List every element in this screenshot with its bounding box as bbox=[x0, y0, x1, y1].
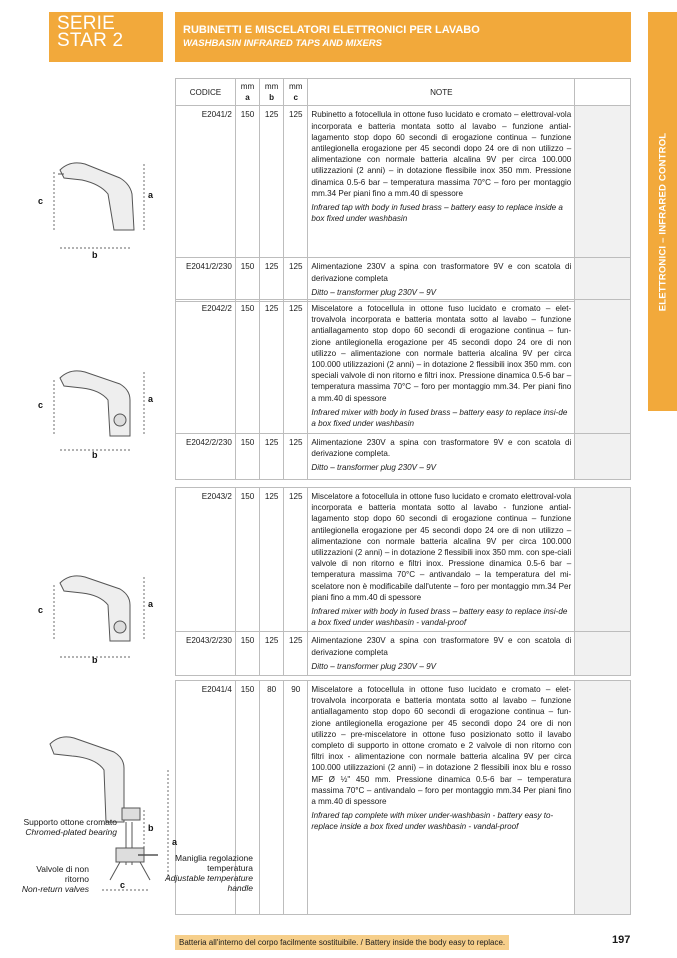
table-row bbox=[176, 300, 631, 434]
dim-label-c: c bbox=[120, 880, 126, 890]
handle-callout bbox=[160, 853, 253, 893]
product-table-1 bbox=[175, 78, 631, 302]
support-label-it: Supporto ottone cromato bbox=[23, 817, 117, 827]
support-label-en: Chromed-plated bearing bbox=[25, 827, 117, 837]
section-header bbox=[175, 12, 631, 62]
product-note bbox=[308, 488, 575, 632]
section-title: RUBINETTI E MISCELATORI ELETTRONICI PER LAVABO bbox=[183, 24, 480, 36]
dim-label-b: b bbox=[92, 655, 98, 665]
product-note bbox=[308, 632, 575, 676]
dim-a-value: 150 bbox=[235, 106, 259, 258]
product-table-2 bbox=[175, 299, 631, 480]
dim-a-value: 150 bbox=[235, 488, 259, 632]
dim-label-a: a bbox=[148, 394, 154, 404]
dim-b-value: 80 bbox=[260, 681, 284, 915]
tap-drawing-e2041-2 bbox=[30, 150, 170, 260]
dim-b-value: 125 bbox=[260, 258, 284, 302]
series-line-2: STAR 2 bbox=[57, 30, 124, 51]
note-italian: Alimentazione 230V a spina con trasformatore 9V e con scatola di derivazione completa. bbox=[311, 438, 572, 459]
header-code: CODICE bbox=[176, 79, 236, 106]
product-table-3 bbox=[175, 487, 631, 676]
product-code: E2043/2 bbox=[176, 488, 236, 632]
dim-a-value: 150 bbox=[235, 300, 259, 434]
product-note bbox=[308, 106, 575, 258]
table-row bbox=[176, 632, 631, 676]
table-row bbox=[176, 106, 631, 258]
dim-label-b: b bbox=[92, 250, 98, 260]
valves-label-en: Non-return valves bbox=[21, 884, 89, 894]
support-callout bbox=[18, 817, 117, 837]
header-c: mm c bbox=[284, 79, 308, 106]
note-english: Ditto – transformer plug 230V – 9V bbox=[311, 463, 436, 473]
dim-c-value: 125 bbox=[284, 258, 308, 302]
note-english: Infrared tap complete with mixer under-washbasin - battery easy to-replace inside a box fixed under washbasin - vandal-proof bbox=[311, 811, 554, 832]
mixer-drawing-e2043-2 bbox=[30, 565, 170, 665]
table-row bbox=[176, 488, 631, 632]
dim-a-value: 150 bbox=[235, 434, 259, 480]
product-code: E2041/2 bbox=[176, 106, 236, 258]
note-english: Infrared mixer with body in fused brass – battery easy to replace insi-de a box fixed under washbasin - vandal-proof bbox=[311, 607, 568, 628]
table-header-row bbox=[176, 79, 631, 106]
dim-a-value: 150 bbox=[235, 681, 259, 915]
handle-label-en: Adjustable temperature handle bbox=[165, 873, 253, 893]
note-english: Infrared mixer with body in fused brass – battery easy to replace insi-de a box fixed under washbasin bbox=[311, 407, 568, 429]
series-badge bbox=[49, 12, 163, 62]
dim-label-c: c bbox=[38, 196, 44, 206]
dim-label-a: a bbox=[148, 599, 154, 609]
note-italian: Miscelatore a fotocellula in ottone fuso lucidato e cromato elettroval-vola incorporata e batteria montata sotto al lavabo - funzione antial-lagamento stop dopo 60 secondi di erogazione continua – funzione antilegionella erogazione per 45 secondi dopo 24 ore di non utilizzo – alimentazione con normale batteria alcalina 9V per circa 100.000 utilizzazioni (2 anni) – in dotazione 2 flessibili inox 350 mm. con spe-ciali valvole di non ritorno e filtri inox. Pressione dinamica 0.5-6 bar – temperatura massima 70°C – antivandalo – la temperatura del mi-scelatore non è modificabile dall'utente – foro per montaggio mm.34 Per piani fino a mm.40 di spessore bbox=[311, 492, 572, 602]
dim-c-value: 125 bbox=[284, 300, 308, 434]
dim-c-value: 125 bbox=[284, 632, 308, 676]
dim-c-value: 125 bbox=[284, 434, 308, 480]
header-note: NOTE bbox=[308, 79, 575, 106]
mixer-drawing-e2042-2 bbox=[30, 360, 170, 460]
dim-label-c: c bbox=[38, 400, 44, 410]
note-italian: Miscelatore a fotocellula in ottone fuso lucidato e cromato – elet-trovalvola incorporata e batteria montata sotto al lavabo – funzione antiallagamento stop dopo 60 secondi di erogazione continua – fun-zione antilegionella erogazione per 45 secondi dopo 24 ore di non utilizzo – alimentazione con normale batteria alcalina 9V per circa 100.000 utilizzazioni (2 anni) – in dotazione 2 flessibili inox 350 mm. con speciali valvole di non ritorno e filtri inox. Pressione dinamica 0.5-6 bar – temperatura massima 70°C – foro per montaggio mm.34. Per piani fino a mm.40 di spessore bbox=[311, 304, 572, 403]
valves-label-it: Valvole di non ritorno bbox=[36, 864, 89, 884]
header-empty bbox=[575, 79, 631, 106]
product-code: E2041/4 bbox=[176, 681, 236, 915]
dim-label-a: a bbox=[148, 190, 154, 200]
dim-a-value: 150 bbox=[235, 632, 259, 676]
dim-c-value: 90 bbox=[284, 681, 308, 915]
note-english: Infrared tap with body in fused brass – battery easy to replace inside a box fixed under washbasin bbox=[311, 203, 563, 224]
header-b: mm b bbox=[260, 79, 284, 106]
note-italian: Alimentazione 230V a spina con trasformatore 9V e con scatola di derivazione completa bbox=[311, 636, 572, 657]
product-note bbox=[308, 434, 575, 480]
section-subtitle: WASHBASIN INFRARED TAPS AND MIXERS bbox=[183, 38, 382, 49]
dim-b-value: 125 bbox=[260, 434, 284, 480]
footer-battery-note: Batteria all'interno del corpo facilmente sostituibile. / Battery inside the body easy to replace. bbox=[175, 935, 509, 950]
dim-b-value: 125 bbox=[260, 632, 284, 676]
series-line-1: SERIE bbox=[57, 13, 116, 34]
note-italian: Rubinetto a fotocellula in ottone fuso lucidato e cromato – elettroval-vola incorporata e batteria montata sotto al lavabo – funzione antial-lagamento stop dopo 60 secondi di erogazione continua – funzione antilegionella erogazione per 45 secondi dopo 24 ore di non utilizzo – alimentazione con normale batteria alcalina 9V per circa 100.000 utilizzazioni (2 anni) – in dotazione flessibile inox 350 mm. Pressione dinamica 0.5-6 bar – temperatura massima 70°C – foro per montaggio mm.34 Per piani fino a mm.40 di spessore bbox=[311, 110, 572, 198]
product-code: E2041/2/230 bbox=[176, 258, 236, 302]
table-row bbox=[176, 258, 631, 302]
page-number: 197 bbox=[612, 934, 631, 946]
product-code: E2042/2/230 bbox=[176, 434, 236, 480]
dim-label-b: b bbox=[92, 450, 98, 460]
note-italian: Miscelatore a fotocellula in ottone fuso lucidato e cromato – elet-trovalvola incorporata e batteria montata sotto al lavabo – funzione antiallagamento stop dopo 60 secondi di erogazione continua – fun-zione antilegionella erogazione per 45 secondi dopo 24 ore di non utilizzo – pre-miscelatore in ottone fuso posizionato sotto il lavabo completo di supporto in ottone cromato e 2 valvole di non ritorno con filtri inox - alimentazione con normale batteria alcalina 9V per circa 100.000 utilizzazioni (2 anni) – in dotazione 2 flessibili inox blu e rosso MF Ø ½" 450 mm. Pressione dinamica 0.5-6 bar – temperatura massima 70°C – antivandalo – foro per montaggio mm.34 Per piani fino a mm.40 di spessore bbox=[311, 685, 572, 807]
note-english: Ditto – transformer plug 230V – 9V bbox=[311, 287, 436, 297]
dim-c-value: 125 bbox=[284, 488, 308, 632]
category-side-tab bbox=[648, 12, 677, 411]
product-note bbox=[308, 258, 575, 302]
dim-label-b: b bbox=[148, 823, 154, 833]
dim-label-a: a bbox=[172, 837, 178, 847]
product-note bbox=[308, 681, 575, 915]
dim-a-value: 150 bbox=[235, 258, 259, 302]
table-row bbox=[176, 434, 631, 480]
note-english: Ditto – transformer plug 230V – 9V bbox=[311, 661, 436, 671]
valves-callout bbox=[18, 864, 89, 894]
product-code: E2043/2/230 bbox=[176, 632, 236, 676]
dim-b-value: 125 bbox=[260, 488, 284, 632]
dim-b-value: 125 bbox=[260, 300, 284, 434]
header-a: mm a bbox=[235, 79, 259, 106]
product-code: E2042/2 bbox=[176, 300, 236, 434]
product-note bbox=[308, 300, 575, 434]
dim-c-value: 125 bbox=[284, 106, 308, 258]
dim-label-c: c bbox=[38, 605, 44, 615]
category-side-tab-label: ELETTRONICI – INFRARED CONTROL bbox=[657, 132, 668, 312]
handle-label-it: Maniglia regolazione temperatura bbox=[175, 853, 253, 873]
note-italian: Alimentazione 230V a spina con trasformatore 9V e con scatola di derivazione completa bbox=[311, 262, 572, 283]
dim-b-value: 125 bbox=[260, 106, 284, 258]
